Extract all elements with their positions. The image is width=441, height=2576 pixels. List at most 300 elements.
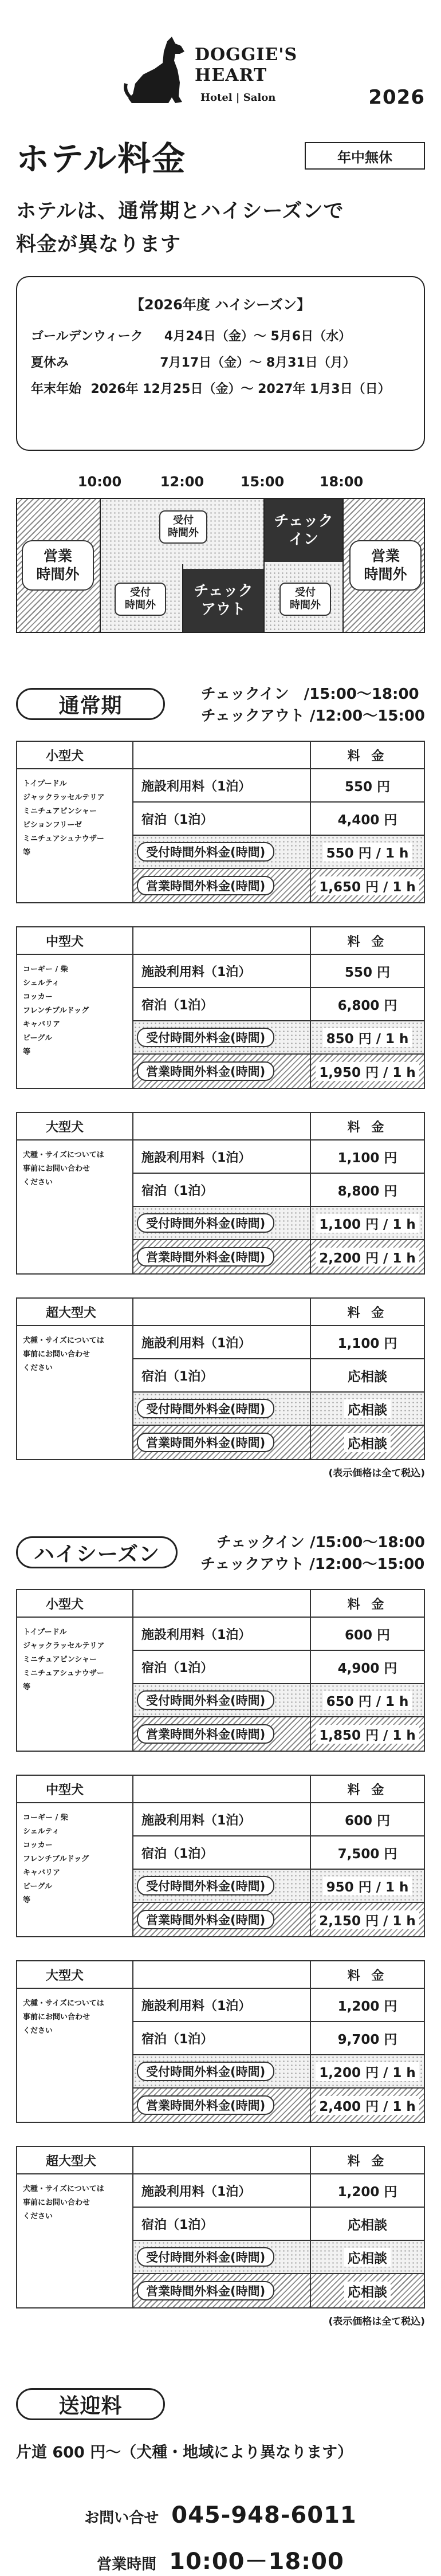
price-table [16,1297,425,1460]
pickup-fee-text: 片道 600 円～（犬種・地域により異なります） [16,2444,353,2461]
price-table-body [17,1803,424,1936]
breed-name: 犬種・サイズについては [23,2185,104,2193]
breed-name: コーギー / 柴 [23,965,68,974]
fee-item [133,1903,311,1936]
dog-size-category: 超大型犬 [17,2147,133,2173]
fee-price-value: 1,100 円 [337,1336,397,1351]
tax-note: (表示価格は全て税込) [328,2316,425,2327]
fee-price [311,2055,424,2087]
fee-item [133,955,311,987]
breed-name: ビーグル [23,1034,53,1043]
fee-item [133,1140,311,1173]
breed-name: 犬種・サイズについては [23,1336,104,1345]
fee-price [311,1207,424,1239]
fee-price [311,1989,424,2021]
price-row [133,2022,424,2055]
hours-label: 営業時間 [97,2556,157,2573]
fee-price [311,955,424,987]
fee-price [311,1870,424,1902]
dog-silhouette-icon [120,34,195,109]
breed-name: ください [23,1178,53,1187]
reception-closed-tag: 受付 時間外 [279,583,331,616]
fee-price-value: 1,100 円 / 1 h [316,1214,419,1233]
fee-item [133,803,311,835]
fee-price-value: 1,100 円 [337,1150,397,1166]
fee-item-label: 受付時間外料金(時間) [137,1213,274,1233]
open-all-year-badge: 年中無休 [305,142,425,170]
price-row [133,1618,424,1651]
breed-name: ミニチュアピンシャー [23,807,97,816]
price-table [16,741,425,903]
price-table-header [17,1961,424,1989]
price-table-header [17,927,424,955]
breed-list [17,1618,133,1751]
high-season-header [0,1531,441,1576]
breed-name: キャバリア [23,1020,61,1029]
fee-item [133,1326,311,1358]
breed-list [17,1140,133,1273]
fee-price-value: 4,900 円 [337,1661,397,1676]
time-label: 18:00 [319,474,364,490]
phone-label: お問い合せ [84,2510,159,2527]
fee-price-value: 1,200 円 [337,1999,397,2014]
price-table-body [17,1989,424,2122]
fee-item [133,2022,311,2054]
time-label: 10:00 [77,474,122,490]
price-table-header [17,2147,424,2174]
fee-item-label: 施設利用料（1泊） [141,1813,251,1828]
fee-item [133,2274,311,2307]
price-row [133,1651,424,1684]
breed-name: ジャックラッセルテリア [23,793,105,802]
price-table-header [17,1113,424,1140]
price-rows [133,1803,424,1936]
fee-price [311,1426,424,1459]
fee-price-value: 1,200 円 [337,2184,397,2200]
year-label: 2026 [368,86,425,109]
header-spacer [133,1590,311,1617]
breed-name: シェルティ [23,979,60,988]
intro-line1: ホテルは、通常期とハイシーズンで [16,200,344,223]
fee-item-label: 宿泊（1泊） [141,1661,214,1676]
price-table-body [17,955,424,1088]
high-season-box [16,276,425,451]
reception-closed-tag: 受付 時間外 [115,583,166,616]
normal-season-pill: 通常期 [16,688,165,720]
hours-timeline [16,474,425,634]
fee-item [133,869,311,902]
breed-name: 等 [23,1048,31,1056]
price-row [133,869,424,902]
checkin-time: チェックイン /15:00～18:00 [216,1534,425,1551]
fee-item-label: 受付時間外料金(時間) [137,1028,274,1047]
fee-item [133,1021,311,1053]
fee-price [311,1140,424,1173]
breed-name: フレンチブルドッグ [23,1855,89,1863]
fee-item [133,1836,311,1869]
fee-item-label: 営業時間外料金(時間) [137,1910,274,1929]
season-row [31,324,410,350]
phone-number[interactable]: 045-948-6011 [171,2502,357,2528]
fee-item-label: 宿泊（1泊） [141,2032,214,2047]
price-row [133,1359,424,1393]
season-dates: 4月24日（金）～ 5月6日（水） [164,329,352,344]
dog-size-category: 小型犬 [17,1590,133,1617]
fee-price-value: 応相談 [344,1433,391,1452]
fee-item-label: 宿泊（1泊） [141,812,214,827]
price-table-body [17,1618,424,1751]
fee-price [311,2274,424,2307]
brand-subtitle: Hotel | Salon [200,92,276,104]
fee-price-value: 6,800 円 [337,998,397,1013]
price-table [16,1589,425,1752]
fee-header: 料 金 [347,1783,388,1798]
breed-list [17,955,133,1088]
fee-item [133,1989,311,2021]
fee-price [311,803,424,835]
breed-name: ジャックラッセルテリア [23,1642,105,1650]
time-label: 15:00 [240,474,285,490]
breed-name: シェルティ [23,1827,60,1836]
fee-price [311,1803,424,1835]
breed-name: 等 [23,1683,31,1692]
fee-item [133,1717,311,1751]
breed-name: ください [23,2212,53,2221]
fee-price-value: 9,700 円 [337,2032,397,2047]
price-row [133,1140,424,1174]
price-table-body [17,1326,424,1459]
fee-item-label: 宿泊（1泊） [141,1183,214,1198]
fee-item-label: 施設利用料（1泊） [141,965,251,980]
fee-item-label: 営業時間外料金(時間) [137,876,274,895]
fee-price [311,2089,424,2122]
fee-price-value: 600 円 [344,1627,391,1643]
price-rows [133,2174,424,2307]
fee-item-label: 施設利用料（1泊） [141,1627,251,1642]
price-row [133,955,424,988]
breed-name: ください [23,2027,53,2035]
breed-name: ミニチュアピンシャー [23,1655,97,1664]
checkout-time: チェックアウト /12:00～15:00 [200,707,425,725]
price-table-header [17,1590,424,1618]
price-row [133,836,424,869]
price-rows [133,1989,424,2122]
breed-name: ミニチュアシュナウザー [23,835,104,843]
fee-item [133,988,311,1020]
fee-item [133,1393,311,1425]
high-season-pill: ハイシーズン [16,1536,178,1568]
fee-item-label: 営業時間外料金(時間) [137,2095,274,2115]
breed-name: 犬種・サイズについては [23,1151,104,1159]
price-table-body [17,2174,424,2307]
fee-price-value: 応相談 [348,1369,387,1385]
fee-item [133,1803,311,1835]
price-table [16,1775,425,1937]
fee-price [311,869,424,902]
contact-info [0,2502,441,2576]
dog-size-category: 超大型犬 [17,1299,133,1325]
price-row [133,988,424,1021]
fee-item-label: 受付時間外料金(時間) [137,1399,274,1418]
time-divider [100,499,101,632]
breed-name: ミニチュアシュナウザー [23,1669,104,1678]
business-hours: 10:00－18:00 [169,2549,344,2575]
fee-item-label: 施設利用料（1泊） [141,1336,251,1351]
price-row [133,1055,424,1088]
fee-price [311,1651,424,1683]
fee-item [133,2208,311,2240]
breed-name: キャバリア [23,1869,61,1877]
fee-price-value: 8,800 円 [337,1183,397,1199]
fee-price [311,1359,424,1391]
price-table-header [17,1776,424,1803]
brand-name-line1: DOGGIE'S [195,45,298,65]
fee-price [311,769,424,801]
price-rows [133,769,424,902]
brand-logo[interactable] [120,34,321,109]
fee-item [133,769,311,801]
price-table-body [17,769,424,902]
dog-size-category: 大型犬 [17,1961,133,1988]
breed-list [17,769,133,902]
fee-price [311,1326,424,1358]
fee-header: 料 金 [347,934,388,949]
fee-item-label: 宿泊（1泊） [141,1846,214,1861]
price-rows [133,1140,424,1273]
season-label: ゴールデンウィーク [31,329,143,344]
high-price-tables [0,1589,441,2308]
dog-size-category: 小型犬 [17,742,133,768]
hours-line [0,2543,441,2576]
high-season-title: 【2026年度 ハイシーズン】 [131,297,310,313]
breed-list [17,1326,133,1459]
price-table-header [17,742,424,769]
time-label: 12:00 [160,474,204,490]
season-label: 夏休み [31,356,69,370]
pickup-section [0,2382,441,2422]
fee-item-label: 施設利用料（1泊） [141,2184,251,2199]
price-row [133,1903,424,1936]
fee-price-value: 応相談 [344,2282,391,2300]
fee-item [133,836,311,868]
price-row [133,2208,424,2241]
breed-list [17,1803,133,1936]
price-rows [133,1618,424,1751]
breed-name: 等 [23,1896,31,1905]
fee-price [311,2241,424,2273]
fee-header: 料 金 [347,1305,388,1320]
fee-price-value: 応相談 [344,2248,391,2267]
fee-price [311,1618,424,1650]
fee-price [311,2022,424,2054]
fee-price [311,2174,424,2207]
fee-item [133,1055,311,1088]
price-row [133,1836,424,1870]
fee-price-value: 600 円 [344,1813,391,1828]
season-row [31,350,410,376]
fee-price [311,1021,424,1053]
fee-item-label: 営業時間外料金(時間) [137,2281,274,2300]
breed-name: 等 [23,848,31,857]
price-row [133,1393,424,1426]
breed-name: 事前にお問い合わせ [23,2199,90,2207]
breed-name: 犬種・サイズについては [23,1999,104,2008]
fee-item [133,1174,311,1206]
price-table [16,926,425,1089]
fee-item-label: 受付時間外料金(時間) [137,842,274,862]
fee-header: 料 金 [347,1597,388,1612]
price-table [16,1960,425,2123]
fee-item [133,1207,311,1239]
price-row [133,1803,424,1836]
breed-name: フレンチブルドッグ [23,1006,89,1015]
fee-item-label: 宿泊（1泊） [141,998,214,1013]
header [0,0,441,126]
fee-item [133,2055,311,2087]
page-title: ホテル料金 [16,139,187,178]
price-row [133,1326,424,1359]
price-row [133,803,424,836]
checkout-time: チェックアウト /12:00～15:00 [200,1556,425,1573]
fee-price [311,2208,424,2240]
fee-header: 料 金 [347,749,388,764]
fee-price [311,988,424,1020]
price-row [133,2241,424,2274]
header-spacer [133,927,311,954]
fee-price-value: 2,400 円 / 1 h [316,2096,419,2115]
closed-label-left: 営業 時間外 [22,540,94,591]
fee-item [133,1870,311,1902]
pickup-pill: 送迎料 [16,2388,165,2420]
breed-name: コッカー [23,993,53,1001]
fee-item [133,1240,311,1273]
price-row [133,1207,424,1240]
price-row [133,1426,424,1459]
season-dates: 2026年 12月25日（金）～ 2027年 1月3日（日） [90,382,391,396]
intro-line2: 料金が異なります [16,233,182,256]
breed-name: ビーグル [23,1882,53,1891]
high-checkin-times [200,1532,425,1575]
price-row [133,1989,424,2022]
price-row [133,1021,424,1055]
fee-item [133,2241,311,2273]
price-row [133,1174,424,1207]
tax-note: (表示価格は全て税込) [328,1468,425,1479]
fee-item-label: 施設利用料（1泊） [141,779,251,794]
price-table-body [17,1140,424,1273]
header-spacer [133,1776,311,1802]
fee-price [311,836,424,868]
fee-price-value: 550 円 [344,965,391,980]
brand-name-line2: HEART [195,65,267,85]
fee-price-value: 7,500 円 [337,1846,397,1862]
fee-item-label: 受付時間外料金(時間) [137,2062,274,2081]
fee-price-value: 950 円 / 1 h [323,1877,412,1895]
season-dates: 7月17日（金）～ 8月31日（月） [160,356,356,370]
breed-name: コッカー [23,1841,53,1850]
breed-list [17,2174,133,2307]
season-row [31,376,410,403]
header-spacer [133,1299,311,1325]
fee-price-value: 1,200 円 / 1 h [316,2062,419,2081]
fee-header: 料 金 [347,1120,388,1135]
breed-name: 事前にお問い合わせ [23,1350,90,1359]
fee-price-value: 応相談 [344,1399,391,1418]
price-row [133,2274,424,2307]
price-table-header [17,1299,424,1326]
price-row [133,1870,424,1903]
breed-name: コーギー / 柴 [23,1814,68,1822]
reception-closed-tag: 受付 時間外 [159,510,207,544]
checkout-label: チェック アウト [194,583,253,618]
fee-item-label: 営業時間外料金(時間) [137,1061,274,1081]
fee-item-label: 受付時間外料金(時間) [137,2247,274,2267]
breed-name: ビションフリーゼ [23,821,82,829]
fee-item-label: 営業時間外料金(時間) [137,1247,274,1267]
fee-price [311,1717,424,1751]
breed-name: 事前にお問い合わせ [23,2013,90,2022]
breed-list [17,1989,133,2122]
header-spacer [133,1113,311,1139]
fee-price [311,1240,424,1273]
fee-price-value: 650 円 / 1 h [323,1691,412,1710]
fee-price [311,1684,424,1716]
fee-item [133,1359,311,1391]
dog-size-category: 中型犬 [17,1776,133,1802]
price-table [16,1112,425,1275]
intro-text [0,178,441,261]
price-row [133,2174,424,2208]
price-rows [133,1326,424,1459]
header-spacer [133,742,311,768]
fee-item-label: 受付時間外料金(時間) [137,1876,274,1895]
fee-item [133,1651,311,1683]
fee-price-value: 1,650 円 / 1 h [316,876,419,895]
fee-item-label: 受付時間外料金(時間) [137,1690,274,1710]
normal-season-header [0,682,441,728]
breed-name: トイプードル [23,1628,67,1637]
fee-header: 料 金 [347,2154,388,2169]
phone-line [0,2502,441,2528]
fee-item-label: 営業時間外料金(時間) [137,1724,274,1744]
normal-price-tables [0,741,441,1460]
price-row [133,1717,424,1751]
breed-name: トイプードル [23,780,67,788]
header-spacer [133,1961,311,1988]
fee-price [311,1393,424,1425]
fee-item-label: 施設利用料（1泊） [141,1999,251,2013]
timeline-body [16,498,425,633]
fee-item [133,1618,311,1650]
fee-item [133,1684,311,1716]
fee-price [311,1836,424,1869]
header-spacer [133,2147,311,2173]
checkin-label: チェック イン [274,513,333,548]
fee-item [133,2089,311,2122]
fee-item-label: 営業時間外料金(時間) [137,1433,274,1452]
fee-price [311,1903,424,1936]
dog-size-category: 大型犬 [17,1113,133,1139]
fee-price-value: 1,850 円 / 1 h [316,1725,419,1744]
fee-item-label: 施設利用料（1泊） [141,1150,251,1165]
price-row [133,1684,424,1717]
breed-name: ください [23,1364,53,1372]
fee-price-value: 応相談 [348,2217,387,2233]
fee-price-value: 2,150 円 / 1 h [316,1910,419,1929]
breed-name: 事前にお問い合わせ [23,1165,90,1173]
fee-item [133,1426,311,1459]
price-row [133,1240,424,1273]
